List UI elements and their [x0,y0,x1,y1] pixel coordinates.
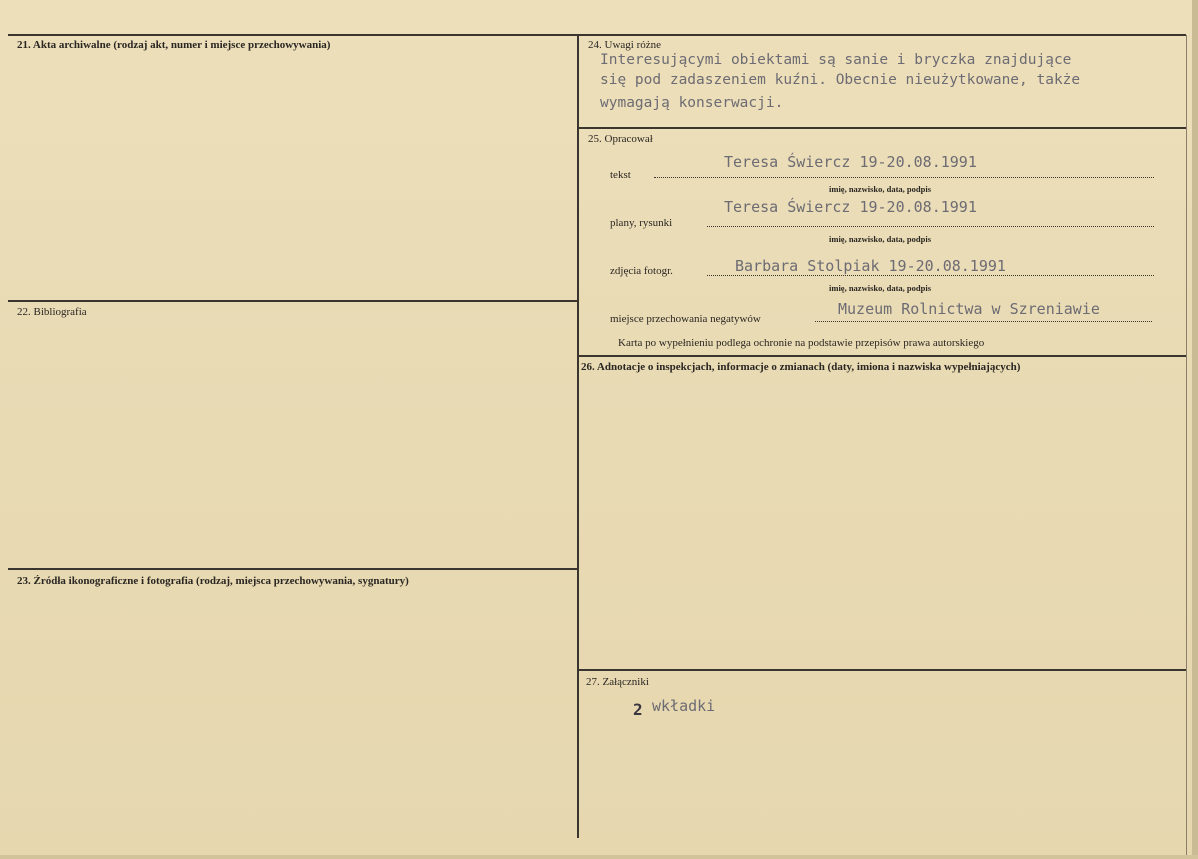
divider-22-23 [8,568,578,570]
plans-author-value: Teresa Świercz 19-20.08.1991 [724,198,977,216]
remarks-line-2: się pod zadaszeniem kuźni. Obecnie nieużytkowane, także [600,72,1081,88]
divider-25-26 [578,355,1186,357]
top-rule [8,34,1186,36]
negatives-place-label: miejsce przechowania negatywów [610,313,761,325]
section-22-label: 22. Bibliografia [17,306,87,318]
text-author-label: tekst [610,169,631,181]
attachments-count: 2 [633,700,643,719]
remarks-line-1: Interesującymi obiektami są sanie i bryczka znajdujące [600,52,1072,68]
divider-26-27 [578,669,1186,671]
section-21-label: 21. Akta archiwalne (rodzaj akt, numer i miejsce przechowywania) [17,39,331,51]
section-25-label: 25. Opracował [588,133,653,145]
photos-author-line [707,275,1154,276]
section-23-label: 23. Źródła ikonograficzne i fotografia (rodzaj, miejsca przechowywania, sygnatury) [17,575,409,587]
text-author-hint: imię, nazwisko, data, podpis [829,184,932,194]
divider-21-22 [8,300,578,302]
plans-author-line [707,226,1154,227]
section-26-label: 26. Adnotacje o inspekcjach, informacje o zmianach (daty, imiona i nazwiska wypełniających) [581,361,1021,373]
negatives-place-line [815,321,1152,322]
remarks-line-3: wymagają konserwacji. [600,95,784,111]
copyright-note: Karta po wypełnieniu podlega ochronie na podstawie przepisów prawa autorskiego [618,337,985,349]
photos-author-label: zdjęcia fotogr. [610,265,673,277]
negatives-place-value: Muzeum Rolnictwa w Szreniawie [838,300,1100,318]
center-divider [577,35,579,838]
paper-edge-right [1192,0,1198,859]
text-author-line [654,177,1154,178]
divider-24-25 [578,127,1186,129]
text-author-value: Teresa Świercz 19-20.08.1991 [724,153,977,171]
section-27-label: 27. Załączniki [586,676,649,688]
right-rule [1186,35,1187,855]
attachments-value: wkładki [652,697,716,715]
paper-edge-bottom [0,855,1198,859]
plans-author-label: plany, rysunki [610,217,673,229]
plans-author-hint: imię, nazwisko, data, podpis [829,234,932,244]
photos-author-value: Barbara Stolpiak 19-20.08.1991 [735,257,1006,275]
section-24-label: 24. Uwagi różne [588,39,662,51]
photos-author-hint: imię, nazwisko, data, podpis [829,283,932,293]
